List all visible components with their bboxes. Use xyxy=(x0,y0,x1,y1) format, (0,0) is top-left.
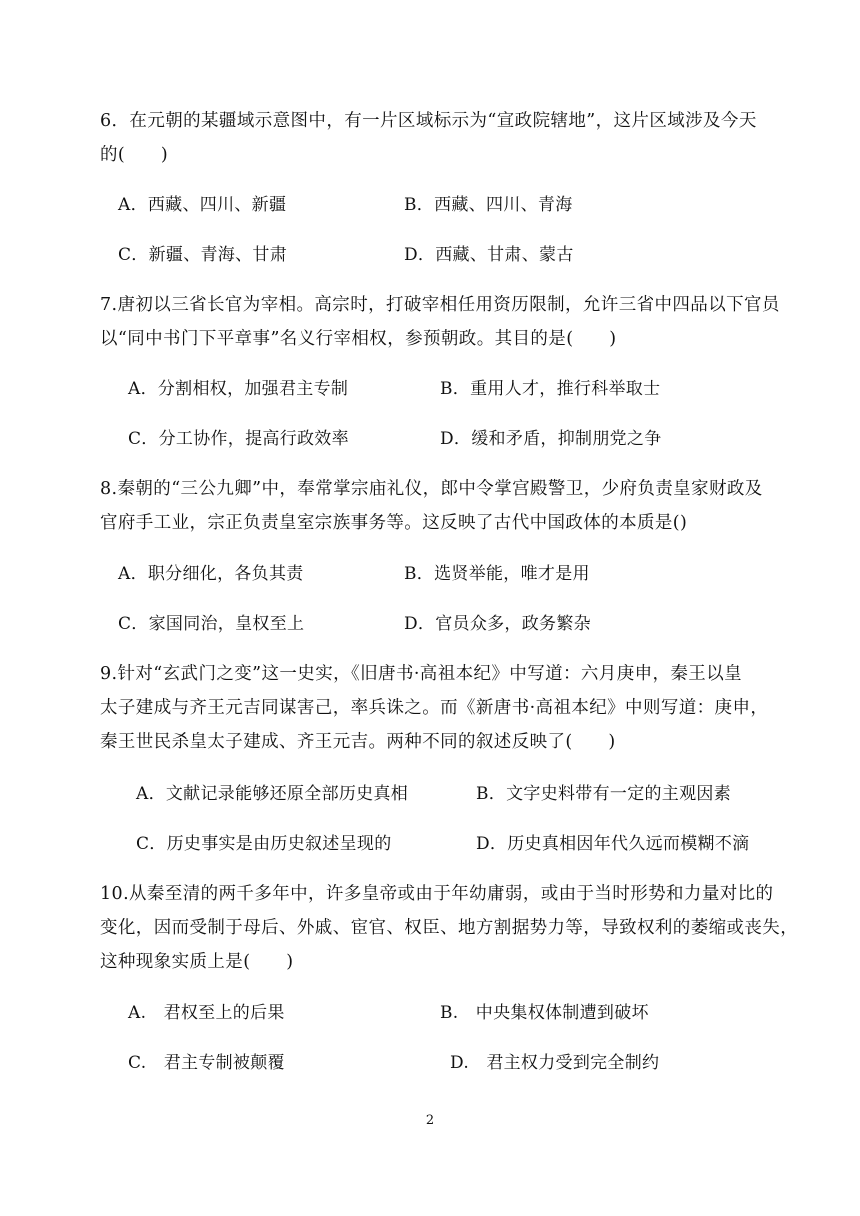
question-8-line-1: 8.秦朝的“三公九卿”中，奉常掌宗庙礼仪，郎中令掌宫殿警卫，少府负责皇家财政及 xyxy=(100,479,763,499)
question-7-option-b[interactable]: B．重用人才，推行科举取士 xyxy=(440,379,661,399)
question-6-line-2: 的( ) xyxy=(100,145,169,165)
question-8-option-b[interactable]: B．选贤举能，唯才是用 xyxy=(404,564,590,584)
question-9-option-b[interactable]: B．文字史料带有一定的主观因素 xyxy=(476,784,731,804)
question-8-option-c[interactable]: C．家国同治，皇权至上 xyxy=(118,614,305,634)
question-9-option-d[interactable]: D．历史真相因年代久远而模糊不滴 xyxy=(476,834,750,854)
question-10-option-b[interactable]: B. 中央集权体制遭到破坏 xyxy=(440,1003,649,1023)
question-7-option-d[interactable]: D．缓和矛盾，抑制朋党之争 xyxy=(440,429,662,449)
page-number: 2 xyxy=(425,1113,435,1128)
question-10-line-1: 10.从秦至清的两千多年中，许多皇帝或由于年幼庸弱，或由于当时形势和力量对比的 xyxy=(100,884,774,904)
question-6-option-a[interactable]: A．西藏、四川、新疆 xyxy=(118,195,287,215)
question-6-option-c[interactable]: C．新疆、青海、甘肃 xyxy=(118,245,288,265)
question-7-option-a[interactable]: A．分割相权，加强君主专制 xyxy=(128,379,349,399)
question-9-option-c[interactable]: C．历史事实是由历史叙述呈现的 xyxy=(136,834,392,854)
question-7-line-1: 7.唐初以三省长官为宰相。高宗时，打破宰相任用资历限制，允许三省中四品以下官员 xyxy=(100,295,780,315)
question-10-option-d[interactable]: D. 君主权力受到完全制约 xyxy=(450,1053,660,1073)
question-6-option-b[interactable]: B．西藏、四川、青海 xyxy=(404,195,573,215)
question-8-option-d[interactable]: D．官员众多，政务繁杂 xyxy=(404,614,591,634)
question-8-option-a[interactable]: A．职分细化，各负其责 xyxy=(118,564,304,584)
question-10-line-3: 这种现象实质上是( ) xyxy=(100,952,294,972)
question-10-option-a[interactable]: A. 君权至上的后果 xyxy=(128,1003,285,1023)
question-6-line-1: 6．在元朝的某疆域示意图中，有一片区域标示为“宣政院辖地”，这片区域涉及今天 xyxy=(100,111,757,131)
question-9-option-a[interactable]: A．文献记录能够还原全部历史真相 xyxy=(136,784,409,804)
question-9-line-1: 9.针对“玄武门之变”这一史实，《旧唐书·高祖本纪》中写道：六月庚申，秦王以皇 xyxy=(100,664,742,684)
question-8-line-2: 官府手工业，宗正负责皇室宗族事务等。这反映了古代中国政体的本质是() xyxy=(100,513,688,533)
question-9-line-3: 秦王世民杀皇太子建成、齐王元吉。两种不同的叙述反映了( ) xyxy=(100,732,616,752)
question-6-option-d[interactable]: D．西藏、甘肃、蒙古 xyxy=(404,245,574,265)
question-10-line-2: 变化，因而受制于母后、外戚、宦官、权臣、地方割据势力等，导致权利的萎缩或丧失， xyxy=(100,918,799,938)
question-7-option-c[interactable]: C．分工协作，提高行政效率 xyxy=(128,429,349,449)
question-10-option-c[interactable]: C. 君主专制被颠覆 xyxy=(128,1053,285,1073)
question-7-line-2: 以“同中书门下平章事”名义行宰相权，参预朝政。其目的是( ) xyxy=(100,329,617,349)
question-9-line-2: 太子建成与齐王元吉同谋害己，率兵诛之。而《新唐书·高祖本纪》中则写道：庚申， xyxy=(100,698,769,718)
